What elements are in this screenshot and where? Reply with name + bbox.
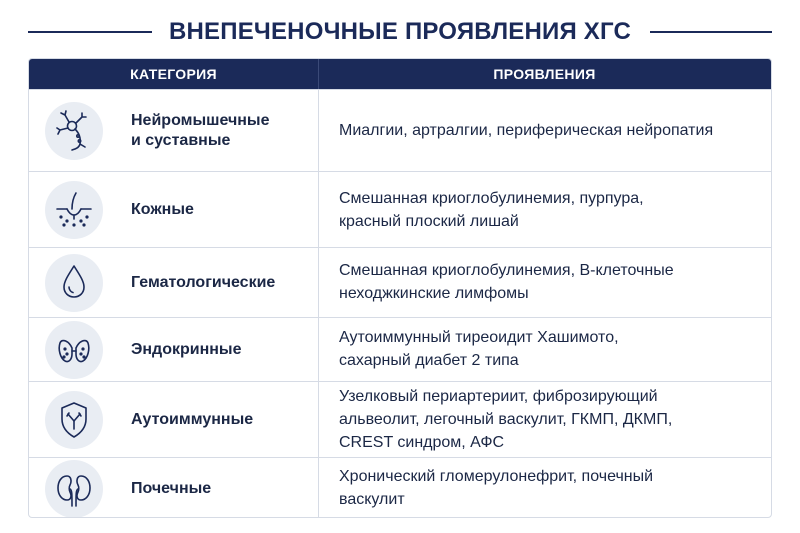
header-category: КАТЕГОРИЯ	[130, 66, 217, 82]
row-divider	[318, 172, 319, 247]
page-title: ВНЕПЕЧЕНОЧНЫЕ ПРОЯВЛЕНИЯ ХГС	[168, 18, 632, 45]
manifestation-text: Узелковый периартериит, фиброзирующий альвеолит, легочный васкулит, ГКМП, ДКМП, CREST синдром, АФС	[339, 388, 673, 451]
manifestation-text: Смешанная криоглобулинемия, В-клеточные неходжкинские лимфомы	[339, 262, 674, 302]
thyroid-icon	[45, 321, 103, 379]
table-row	[29, 457, 771, 518]
manifestation-text: Смешанная криоглобулинемия, пурпура, красный плоский лишай	[339, 190, 644, 230]
category-label: Нейромышечные и суставные	[131, 112, 270, 149]
table-row	[29, 89, 771, 171]
row-divider	[318, 382, 319, 457]
category-label: Почечные	[131, 480, 212, 497]
row-divider	[318, 90, 319, 171]
category-label: Кожные	[131, 201, 194, 218]
skin-hair-icon	[45, 181, 103, 239]
category-label: Эндокринные	[131, 341, 242, 358]
header-manifestations: ПРОЯВЛЕНИЯ	[493, 66, 596, 82]
row-divider	[318, 318, 319, 381]
table-row	[29, 381, 771, 457]
category-label: Аутоиммунные	[131, 411, 254, 428]
row-divider	[318, 458, 319, 518]
category-label: Гематологические	[131, 274, 276, 291]
manifestation-text: Хронический гломерулонефрит, почечный васкулит	[339, 468, 654, 508]
neuron-icon	[45, 102, 103, 160]
title-row	[0, 14, 800, 50]
table-row	[29, 171, 771, 247]
table-row	[29, 247, 771, 317]
table-header	[29, 59, 771, 89]
manifestations-table	[28, 58, 772, 518]
manifestation-text: Аутоиммунный тиреоидит Хашимото, сахарный диабет 2 типа	[339, 329, 619, 369]
blood-drop-icon	[45, 254, 103, 312]
title-rule-right	[650, 31, 772, 33]
antibody-shield-icon	[45, 391, 103, 449]
kidneys-icon	[45, 460, 103, 518]
table-row	[29, 317, 771, 381]
manifestation-text: Миалгии, артралгии, периферическая нейропатия	[339, 122, 714, 139]
row-divider	[318, 248, 319, 317]
